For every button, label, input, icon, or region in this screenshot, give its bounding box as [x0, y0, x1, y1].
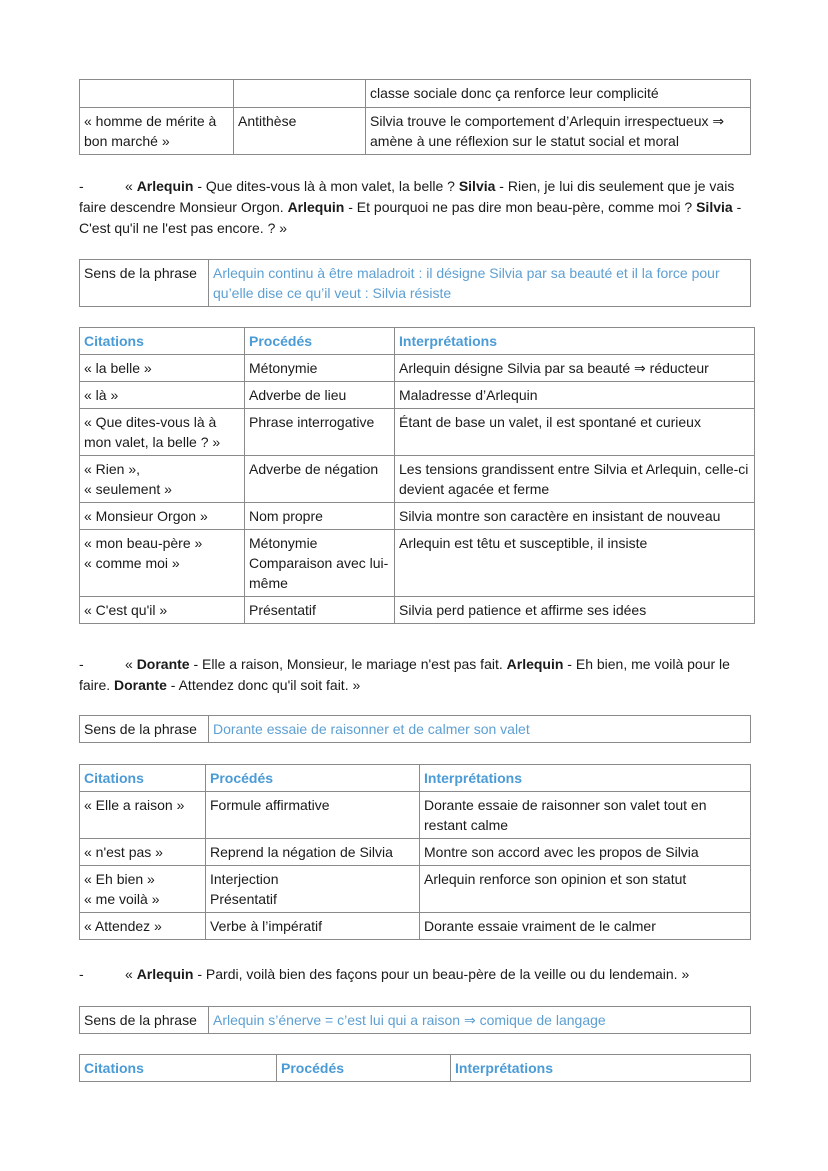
speaker-name: Arlequin	[506, 656, 564, 672]
table-header-row	[80, 1055, 751, 1082]
header-interpretations: Interprétations	[451, 1055, 751, 1082]
table-row	[80, 108, 751, 155]
procede-cell	[206, 839, 420, 866]
quote-paragraph: - « Arlequin - Pardi, voilà bien des façons pour un beau-père de la veille ou du lendemain. »	[79, 964, 751, 985]
table-row	[80, 597, 755, 624]
analysis-table	[79, 764, 751, 940]
header-procedes: Procédés	[245, 328, 395, 355]
cell-text: « seulement »	[84, 481, 172, 497]
sens-value: Arlequin s’énerve = c’est lui qui a raison ⇒ comique de langage	[209, 1007, 751, 1034]
table-row	[80, 355, 755, 382]
cell-text: Nom propre	[249, 508, 323, 524]
speaker-name: Dorante	[114, 677, 167, 693]
interpretation-cell	[420, 792, 751, 839]
cell-text: Phrase interrogative	[249, 414, 375, 430]
header-citations: Citations	[80, 765, 206, 792]
table-header-row	[80, 765, 751, 792]
citation-cell	[80, 792, 206, 839]
analysis-table	[79, 327, 755, 624]
procede-cell	[245, 409, 395, 456]
interpretation-cell	[395, 597, 755, 624]
interpretation-cell	[395, 382, 755, 409]
procede-cell	[206, 792, 420, 839]
cell-text: « Attendez »	[84, 918, 162, 934]
sens-value: Arlequin continu à être maladroit : il désigne Silvia par sa beauté et il la force pour qu’elle dise ce qu’il veut : Silvia résiste	[209, 260, 751, 307]
speaker-name: Silvia	[696, 199, 733, 215]
header-procedes: Procédés	[206, 765, 420, 792]
citation-cell	[80, 913, 206, 940]
sens-value: Dorante essaie de raisonner et de calmer son valet	[209, 716, 751, 743]
cell-text: « Eh bien »	[84, 871, 155, 887]
interpretation-cell: Silvia trouve le comportement d’Arlequin irrespectueux ⇒ amène à une réflexion sur le statut social et moral	[366, 108, 751, 155]
cell-text: « mon beau-père »	[84, 535, 203, 551]
procede-cell	[206, 913, 420, 940]
cell-text: Présentatif	[249, 602, 316, 618]
sens-de-la-phrase-box	[79, 1006, 751, 1034]
bullet-dash: -	[79, 656, 84, 672]
citation-cell	[80, 409, 245, 456]
cell-text: « me voilà »	[84, 891, 160, 907]
procede-cell	[245, 597, 395, 624]
table-row	[80, 913, 751, 940]
procede-cell	[245, 382, 395, 409]
table-row	[80, 409, 755, 456]
speaker-name: Dorante	[136, 656, 190, 672]
cell-text: Les tensions grandissent entre Silvia et Arlequin, celle-ci devient agacée et ferme	[399, 461, 749, 497]
sens-de-la-phrase-box	[79, 259, 751, 307]
cell-text: Dorante essaie vraiment de le calmer	[424, 918, 656, 934]
table-row	[80, 530, 755, 597]
table-row	[80, 382, 755, 409]
cell-text: Métonymie	[249, 535, 318, 551]
citation-cell	[80, 382, 245, 409]
sens-de-la-phrase-box	[79, 715, 751, 743]
cell-text: Interjection	[210, 871, 279, 887]
header-interpretations: Interprétations	[420, 765, 751, 792]
interpretation-cell	[420, 839, 751, 866]
interpretation-cell	[395, 355, 755, 382]
cell-text: « C'est qu'il »	[84, 602, 168, 618]
cell-text: Présentatif	[210, 891, 277, 907]
interpretation-cell	[420, 866, 751, 913]
speaker-name: Arlequin	[136, 966, 194, 982]
cell-text: « Monsieur Orgon »	[84, 508, 208, 524]
table-row	[80, 839, 751, 866]
interpretation-cell	[395, 456, 755, 503]
table-row	[80, 866, 751, 913]
table-row	[80, 503, 755, 530]
cell-text: Maladresse d’Arlequin	[399, 387, 538, 403]
table-body	[80, 355, 755, 624]
interpretation-cell	[395, 409, 755, 456]
cell-text: Reprend la négation de Silvia	[210, 844, 393, 860]
cell-text: Dorante essaie de raisonner son valet tout en restant calme	[424, 797, 707, 833]
cell-text: Montre son accord avec les propos de Silvia	[424, 844, 699, 860]
cell-text: Adverbe de négation	[249, 461, 379, 477]
interpretation-cell	[395, 530, 755, 597]
citation-cell	[80, 456, 245, 503]
cell-text: « n'est pas »	[84, 844, 163, 860]
cell-text: Comparaison avec lui-même	[249, 555, 389, 591]
header-procedes: Procédés	[277, 1055, 451, 1082]
table-header-row	[80, 328, 755, 355]
cell-text: Silvia montre son caractère en insistant de nouveau	[399, 508, 721, 524]
header-citations: Citations	[80, 328, 245, 355]
table-row	[80, 792, 751, 839]
procede-cell	[234, 80, 366, 108]
cell-text: Formule affirmative	[210, 797, 330, 813]
cell-text: « comme moi »	[84, 555, 180, 571]
citation-cell	[80, 355, 245, 382]
header-interpretations: Interprétations	[395, 328, 755, 355]
table-row	[80, 456, 755, 503]
sens-label: Sens de la phrase	[80, 716, 209, 743]
citation-cell	[80, 503, 245, 530]
analysis-table	[79, 1054, 751, 1082]
procede-cell	[245, 456, 395, 503]
sens-label: Sens de la phrase	[80, 1007, 209, 1034]
interpretation-cell	[420, 913, 751, 940]
procede-cell	[245, 530, 395, 597]
citation-cell: « homme de mérite à bon marché »	[80, 108, 234, 155]
interpretation-cell	[395, 503, 755, 530]
cell-text: « Elle a raison »	[84, 797, 185, 813]
procede-cell	[245, 355, 395, 382]
cell-text: Verbe à l’impératif	[210, 918, 323, 934]
speaker-name: Arlequin	[136, 178, 194, 194]
table-row	[80, 80, 751, 108]
cell-text: Adverbe de lieu	[249, 387, 347, 403]
procede-cell	[245, 503, 395, 530]
cell-text: « la belle »	[84, 360, 152, 376]
bullet-dash: -	[79, 178, 84, 194]
cell-text: Arlequin est têtu et susceptible, il insiste	[399, 535, 648, 551]
citation-cell	[80, 866, 206, 913]
bullet-dash: -	[79, 966, 84, 982]
header-citations: Citations	[80, 1055, 277, 1082]
quote-paragraph: - « Dorante - Elle a raison, Monsieur, le mariage n'est pas fait. Arlequin - Eh bien, me voilà pour le faire. Dorante - Attendez donc qu'il soit fait. »	[79, 656, 730, 693]
quote-paragraph: - « Arlequin - Que dites-vous là à mon valet, la belle ? Silvia - Rien, je lui dis seulement que je vais faire descendre Monsieur Orgon. Arlequin - Et pourquoi ne pas dire mon beau-père, comme moi ? Silvia - C'est qu'il ne l'est pas encore. ? »	[79, 178, 742, 236]
cell-text: Arlequin désigne Silvia par sa beauté ⇒ réducteur	[399, 360, 709, 376]
citation-cell	[80, 597, 245, 624]
cell-text: « là »	[84, 387, 119, 403]
sens-label: Sens de la phrase	[80, 260, 209, 307]
procede-cell: Antithèse	[234, 108, 366, 155]
cell-text: Silvia perd patience et affirme ses idées	[399, 602, 647, 618]
interpretation-cell: classe sociale donc ça renforce leur complicité	[366, 80, 751, 108]
procede-cell	[206, 866, 420, 913]
analysis-table-continued	[79, 79, 751, 155]
cell-text: « Rien »,	[84, 461, 141, 477]
cell-text: Arlequin renforce son opinion et son statut	[424, 871, 687, 887]
cell-text: Métonymie	[249, 360, 318, 376]
speaker-name: Silvia	[458, 178, 496, 194]
cell-text: Étant de base un valet, il est spontané et curieux	[399, 414, 701, 430]
citation-cell	[80, 530, 245, 597]
citation-cell	[80, 80, 234, 108]
cell-text: « Que dites-vous là à mon valet, la belle ? »	[84, 414, 221, 450]
citation-cell	[80, 839, 206, 866]
table-body	[80, 792, 751, 940]
speaker-name: Arlequin	[287, 199, 345, 215]
